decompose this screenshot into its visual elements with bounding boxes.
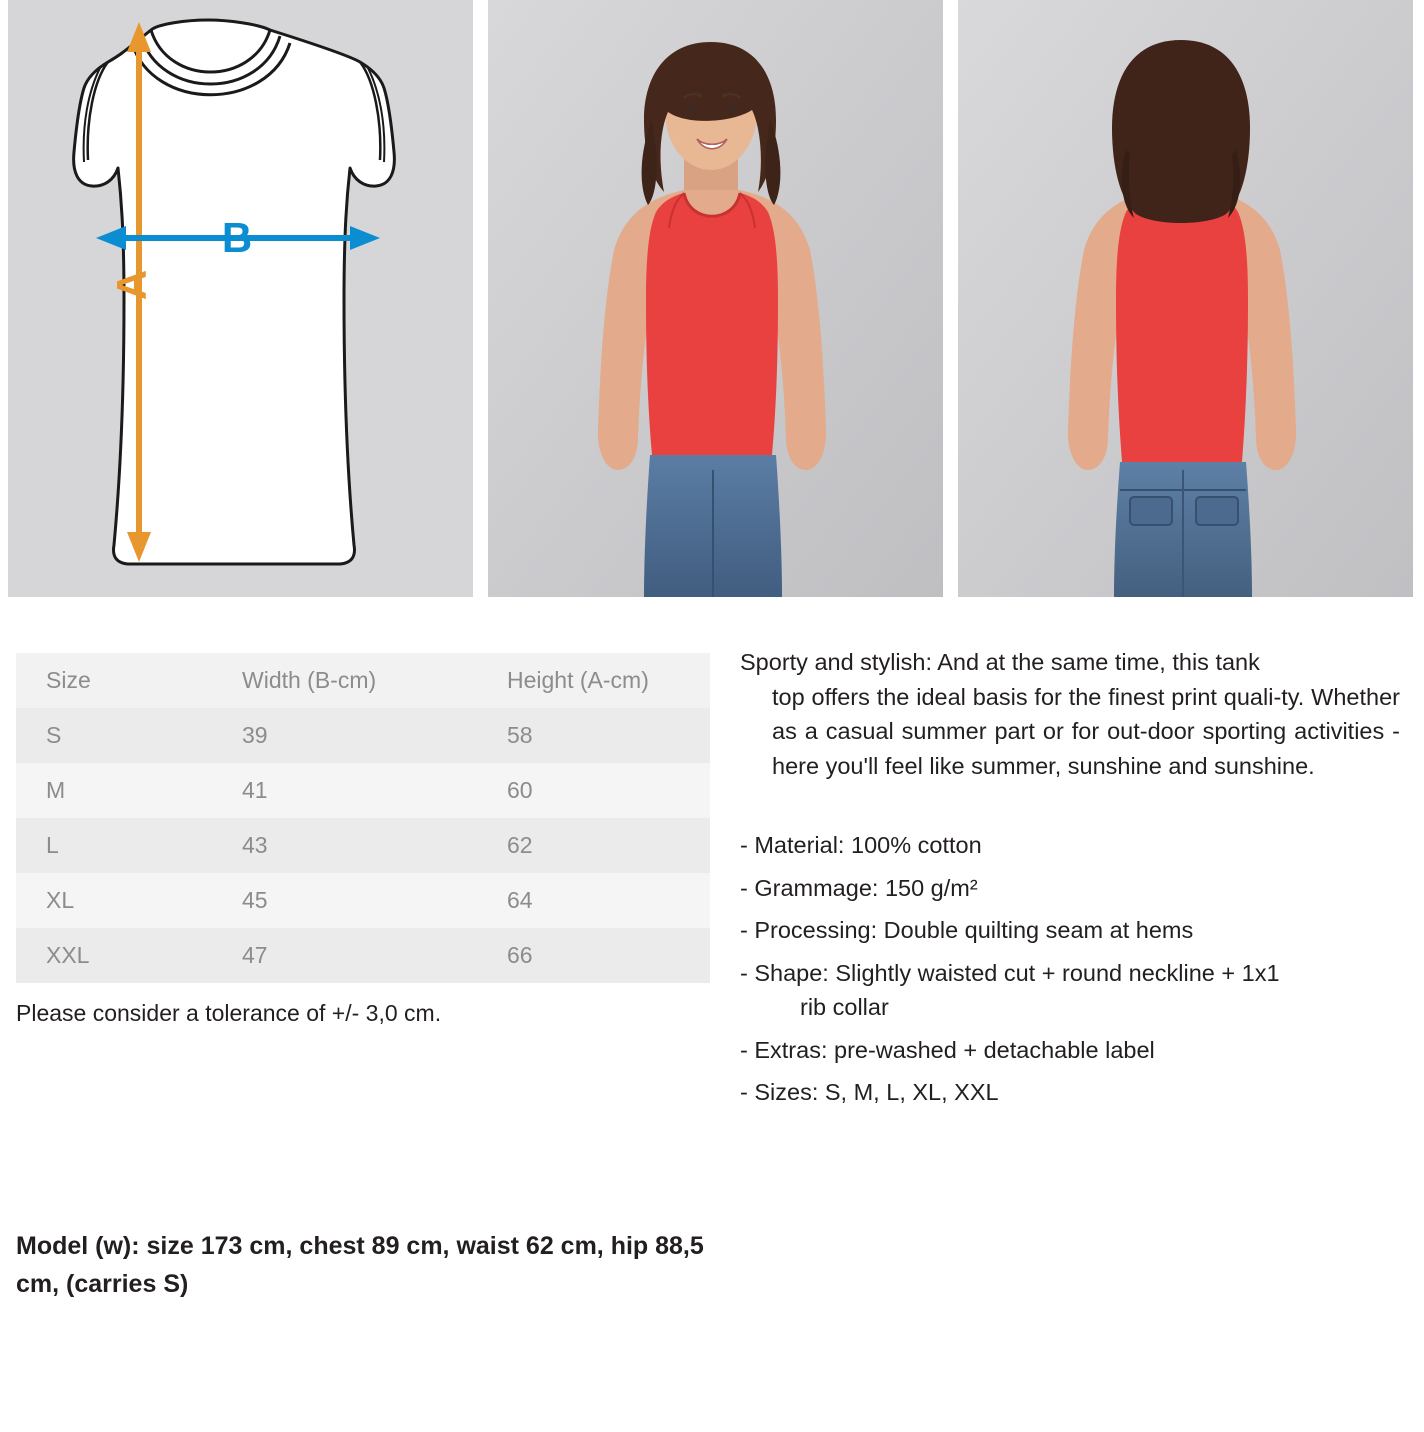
- spec-text: - Processing: Double quilting seam at hems: [740, 917, 1194, 944]
- cell-size: XXL: [46, 942, 90, 968]
- tolerance-note: Please consider a tolerance of +/- 3,0 cm.: [16, 1000, 442, 1026]
- description-rest: top offers the ideal basis for the finest print quali-ty. Whether as a casual summer part or for out-door sporting activities - here you'll feel like summer, sunshine and sunshine.: [772, 683, 1400, 779]
- spec-text: - Sizes: S, M, L, XL, XXL: [740, 1079, 999, 1106]
- tank-top-technical-drawing: [8, 0, 473, 597]
- table-header-row: [16, 653, 710, 708]
- table-row: [16, 763, 710, 818]
- cell-size: S: [46, 722, 62, 748]
- width-label: B: [221, 214, 253, 261]
- product-image-row: [0, 0, 1424, 600]
- description-paragraph: [740, 645, 1400, 783]
- spec-text: - Extras: pre-washed + detachable label: [740, 1036, 1155, 1063]
- header-height: Height (A-cm): [507, 667, 649, 693]
- spec-item-grammage: [740, 871, 1400, 906]
- model-back-photo: [958, 0, 1413, 597]
- table-row: [16, 818, 710, 873]
- spec-text: - Shape: Slightly waisted cut + round neckline + 1x1: [740, 959, 1280, 986]
- description-first-line: Sporty and stylish: And at the same time, this tank: [740, 649, 1260, 675]
- model-measurements-note: Model (w): size 173 cm, chest 89 cm, waist 62 cm, hip 88,5 cm, (carries S): [16, 1232, 704, 1298]
- spec-list: [740, 828, 1400, 1110]
- spec-item-processing: [740, 913, 1400, 948]
- cell-width: 41: [242, 777, 268, 803]
- cell-size: XL: [46, 887, 75, 913]
- cell-height: 66: [507, 942, 533, 968]
- technical-drawing-panel: [8, 0, 473, 597]
- header-width: Width (B-cm): [242, 667, 377, 693]
- cell-width: 47: [242, 942, 268, 968]
- table-row: [16, 708, 710, 763]
- table-row: [16, 873, 710, 928]
- cell-width: 43: [242, 832, 268, 858]
- header-size: Size: [46, 667, 91, 693]
- model-front-photo: [488, 0, 943, 597]
- table-row: [16, 928, 710, 983]
- size-chart-table: [16, 653, 710, 983]
- spec-item-shape: [740, 956, 1400, 1025]
- height-label: A: [108, 269, 155, 301]
- cell-height: 62: [507, 832, 533, 858]
- spec-text-continued: rib collar: [800, 994, 889, 1021]
- cell-height: 60: [507, 777, 533, 803]
- cell-height: 64: [507, 887, 533, 913]
- spec-item-sizes: [740, 1075, 1400, 1110]
- product-description: [740, 645, 1400, 1118]
- model-front-illustration: [488, 0, 943, 597]
- cell-width: 45: [242, 887, 268, 913]
- cell-height: 58: [507, 722, 533, 748]
- spec-item-extras: [740, 1033, 1400, 1068]
- model-back-illustration: [958, 0, 1413, 597]
- cell-size: M: [46, 777, 66, 803]
- spec-text: - Grammage: 150 g/m²: [740, 874, 978, 901]
- spec-text: - Material: 100% cotton: [740, 832, 982, 859]
- cell-width: 39: [242, 722, 268, 748]
- spec-item-material: [740, 828, 1400, 863]
- cell-size: L: [46, 832, 59, 858]
